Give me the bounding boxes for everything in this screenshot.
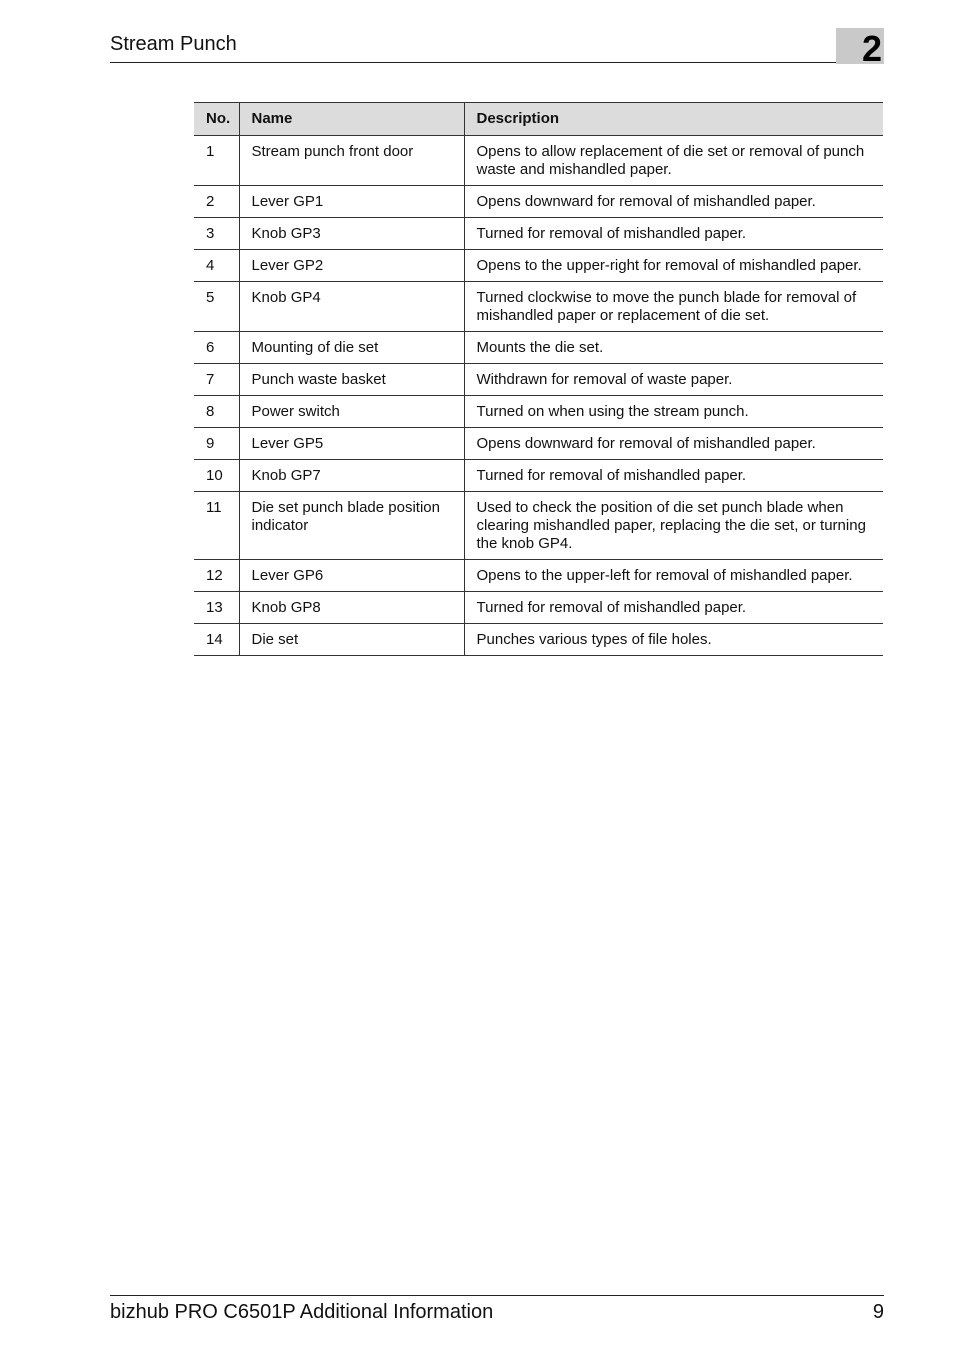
cell-description: Turned for removal of mishandled paper. bbox=[464, 460, 883, 492]
cell-description: Opens to allow replacement of die set or removal of punch waste and mishandled paper. bbox=[464, 136, 883, 186]
cell-name: Knob GP4 bbox=[239, 282, 464, 332]
table-header-row bbox=[194, 103, 883, 136]
cell-no: 10 bbox=[194, 460, 239, 492]
cell-description: Turned for removal of mishandled paper. bbox=[464, 218, 883, 250]
cell-name: Lever GP1 bbox=[239, 186, 464, 218]
cell-no: 1 bbox=[194, 136, 239, 186]
cell-no: 8 bbox=[194, 396, 239, 428]
table-body bbox=[194, 136, 883, 656]
cell-description: Opens to the upper-right for removal of mishandled paper. bbox=[464, 250, 883, 282]
cell-name: Stream punch front door bbox=[239, 136, 464, 186]
table-row bbox=[194, 560, 883, 592]
cell-name: Die set bbox=[239, 624, 464, 656]
table-row bbox=[194, 218, 883, 250]
page-header bbox=[110, 28, 884, 69]
cell-no: 2 bbox=[194, 186, 239, 218]
manual-title: bizhub PRO C6501P Additional Information bbox=[110, 1301, 494, 1323]
table-row bbox=[194, 492, 883, 560]
cell-name: Lever GP6 bbox=[239, 560, 464, 592]
cell-no: 11 bbox=[194, 492, 239, 560]
cell-description: Used to check the position of die set punch blade when clearing mishandled paper, replacing the die set, or turning the knob GP4. bbox=[464, 492, 883, 560]
table-row bbox=[194, 592, 883, 624]
cell-no: 13 bbox=[194, 592, 239, 624]
cell-name: Knob GP7 bbox=[239, 460, 464, 492]
cell-name: Knob GP8 bbox=[239, 592, 464, 624]
table-row bbox=[194, 428, 883, 460]
cell-description: Turned clockwise to move the punch blade for removal of mishandled paper or replacement of die set. bbox=[464, 282, 883, 332]
table-row bbox=[194, 332, 883, 364]
cell-description: Opens downward for removal of mishandled paper. bbox=[464, 428, 883, 460]
chapter-number: 2 bbox=[861, 28, 882, 69]
cell-description: Mounts the die set. bbox=[464, 332, 883, 364]
cell-description: Withdrawn for removal of waste paper. bbox=[464, 364, 883, 396]
column-header-description: Description bbox=[464, 103, 883, 136]
cell-name: Lever GP2 bbox=[239, 250, 464, 282]
chapter-badge bbox=[836, 28, 884, 69]
column-header-no: No. bbox=[194, 103, 239, 136]
cell-name: Lever GP5 bbox=[239, 428, 464, 460]
cell-no: 4 bbox=[194, 250, 239, 282]
table-row bbox=[194, 396, 883, 428]
cell-name: Punch waste basket bbox=[239, 364, 464, 396]
cell-name: Knob GP3 bbox=[239, 218, 464, 250]
cell-description: Turned on when using the stream punch. bbox=[464, 396, 883, 428]
cell-no: 14 bbox=[194, 624, 239, 656]
cell-name: Die set punch blade position indicator bbox=[239, 492, 464, 560]
table-row bbox=[194, 250, 883, 282]
cell-name: Power switch bbox=[239, 396, 464, 428]
cell-no: 6 bbox=[194, 332, 239, 364]
parts-table-container bbox=[194, 102, 883, 656]
cell-no: 3 bbox=[194, 218, 239, 250]
table-row bbox=[194, 136, 883, 186]
cell-no: 9 bbox=[194, 428, 239, 460]
table-row bbox=[194, 186, 883, 218]
section-title: Stream Punch bbox=[110, 33, 237, 55]
page-footer bbox=[110, 1295, 884, 1336]
cell-description: Opens to the upper-left for removal of mishandled paper. bbox=[464, 560, 883, 592]
cell-no: 7 bbox=[194, 364, 239, 396]
cell-description: Opens downward for removal of mishandled paper. bbox=[464, 186, 883, 218]
cell-name: Mounting of die set bbox=[239, 332, 464, 364]
table-row bbox=[194, 624, 883, 656]
cell-description: Punches various types of file holes. bbox=[464, 624, 883, 656]
cell-no: 5 bbox=[194, 282, 239, 332]
table-row bbox=[194, 460, 883, 492]
cell-description: Turned for removal of mishandled paper. bbox=[464, 592, 883, 624]
parts-table bbox=[194, 102, 883, 656]
cell-no: 12 bbox=[194, 560, 239, 592]
page-number: 9 bbox=[872, 1301, 884, 1323]
table-row bbox=[194, 364, 883, 396]
column-header-name: Name bbox=[239, 103, 464, 136]
table-row bbox=[194, 282, 883, 332]
